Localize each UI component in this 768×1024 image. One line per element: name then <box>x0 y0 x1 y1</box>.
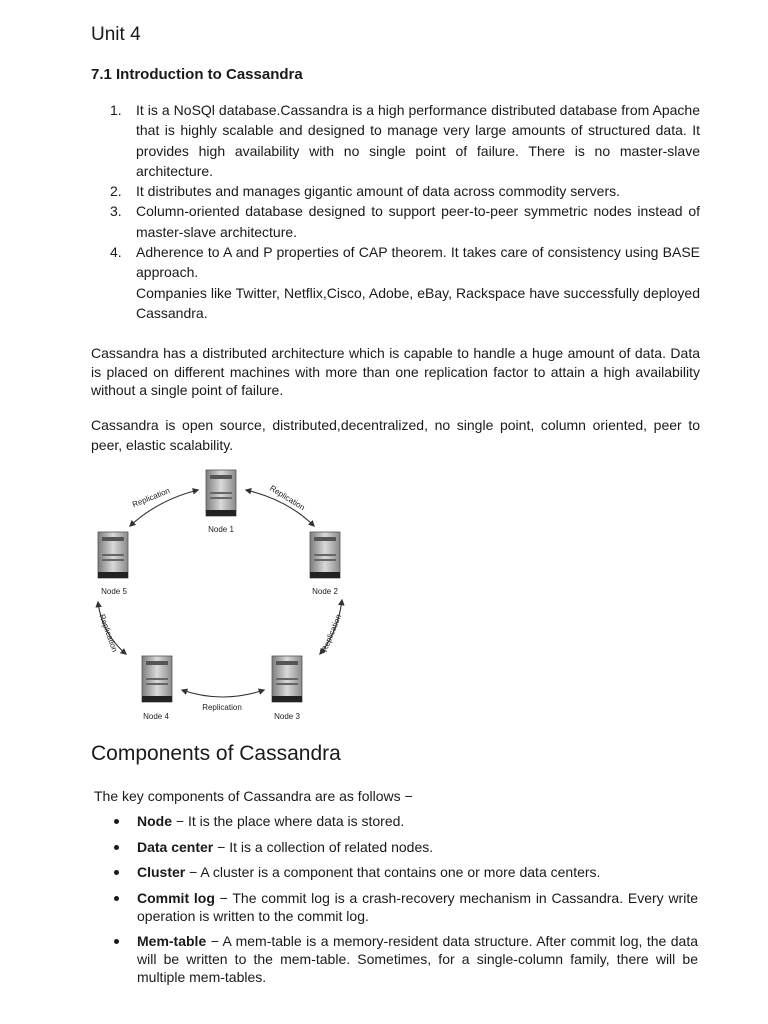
replication-label: Replication <box>268 483 307 513</box>
node-label: Node 1 <box>208 525 234 534</box>
components-list <box>110 812 698 994</box>
list-item <box>110 838 698 856</box>
list-number: 1. <box>110 102 122 118</box>
list-number: 3. <box>110 203 122 220</box>
unit-title: Unit 4 <box>91 24 141 45</box>
component-term: Node <box>137 813 172 829</box>
replication-label: Replication <box>97 613 120 654</box>
components-heading: Components of Cassandra <box>91 742 341 765</box>
list-item <box>110 889 698 925</box>
list-item <box>110 863 698 881</box>
node-label: Node 2 <box>312 587 338 596</box>
list-item-text: Column-oriented database designed to support peer-to-peer symmetric nodes instead of master-slave architecture. <box>136 203 700 240</box>
server-icon <box>272 656 302 702</box>
list-item <box>110 181 700 201</box>
list-number: 2. <box>110 183 122 200</box>
bullet-icon <box>114 845 119 850</box>
components-intro: The key components of Cassandra are as follows − <box>94 788 413 804</box>
list-item <box>110 812 698 830</box>
list-number: 4. <box>110 244 122 261</box>
node-label: Node 3 <box>274 712 300 721</box>
bullet-icon <box>114 870 119 875</box>
component-description: − It is the place where data is stored. <box>172 813 405 829</box>
component-description: − It is a collection of related nodes. <box>213 838 434 855</box>
replication-label: Replication <box>320 613 344 654</box>
node-label: Node 5 <box>101 587 127 596</box>
component-term: Commit log <box>137 889 215 906</box>
bullet-icon <box>114 896 119 901</box>
server-icon <box>310 532 340 578</box>
component-term: Data center <box>137 838 214 855</box>
list-note: Companies like Twitter, Netflix,Cisco, Adobe, eBay, Rackspace have successfully deployed Cassandra. <box>136 284 700 321</box>
replication-label: Replication <box>202 703 242 712</box>
section-title: 7.1 Introduction to Cassandra <box>91 66 303 83</box>
server-icon <box>98 532 128 578</box>
component-description: − A cluster is a component that contains one or more data centers. <box>185 864 601 880</box>
features-paragraph: Cassandra is open source, distributed,decentralized, no single point, column oriented, peer to peer, elastic scalability. <box>91 417 700 453</box>
list-item-text: Adherence to A and P properties of CAP theorem. It takes care of consistency using BASE approach. <box>136 244 700 281</box>
bullet-icon <box>114 939 119 944</box>
component-term: Cluster <box>137 864 186 880</box>
replication-label: Replication <box>131 486 172 510</box>
intro-numbered-list <box>110 100 700 323</box>
component-term: Mem-table <box>137 933 207 949</box>
architecture-paragraph: Cassandra has a distributed architecture which is capable to handle a huge amount of data. Data is placed on different machines with more than one replication factor to attain a high availability without a single point of failure. <box>91 345 700 398</box>
component-description: − A mem-table is a memory-resident data structure. After commit log, the data will be written to the mem-table. Sometimes, for a single-column family, there will be multiple mem-tables. <box>137 933 698 985</box>
replication-ring-diagram <box>88 462 368 724</box>
list-item <box>110 932 698 986</box>
component-description: − The commit log is a crash-recovery mechanism in Cassandra. Every write operation is written to the commit log. <box>137 889 698 924</box>
list-item <box>110 201 700 242</box>
bullet-icon <box>114 819 119 824</box>
server-icon <box>142 656 172 702</box>
list-item <box>110 100 700 181</box>
node-label: Node 4 <box>143 712 169 721</box>
list-item-text: It is a NoSQl database.Cassandra is a high performance distributed database from Apache that is highly scalable and designed to manage very large amounts of structured data. It provides high availability with no single point of failure. There is no master-slave architecture. <box>136 102 700 179</box>
list-item-text: It distributes and manages gigantic amount of data across commodity servers. <box>136 183 621 200</box>
server-icon <box>206 470 236 516</box>
list-item <box>110 242 700 283</box>
replication-arrow <box>182 690 264 697</box>
